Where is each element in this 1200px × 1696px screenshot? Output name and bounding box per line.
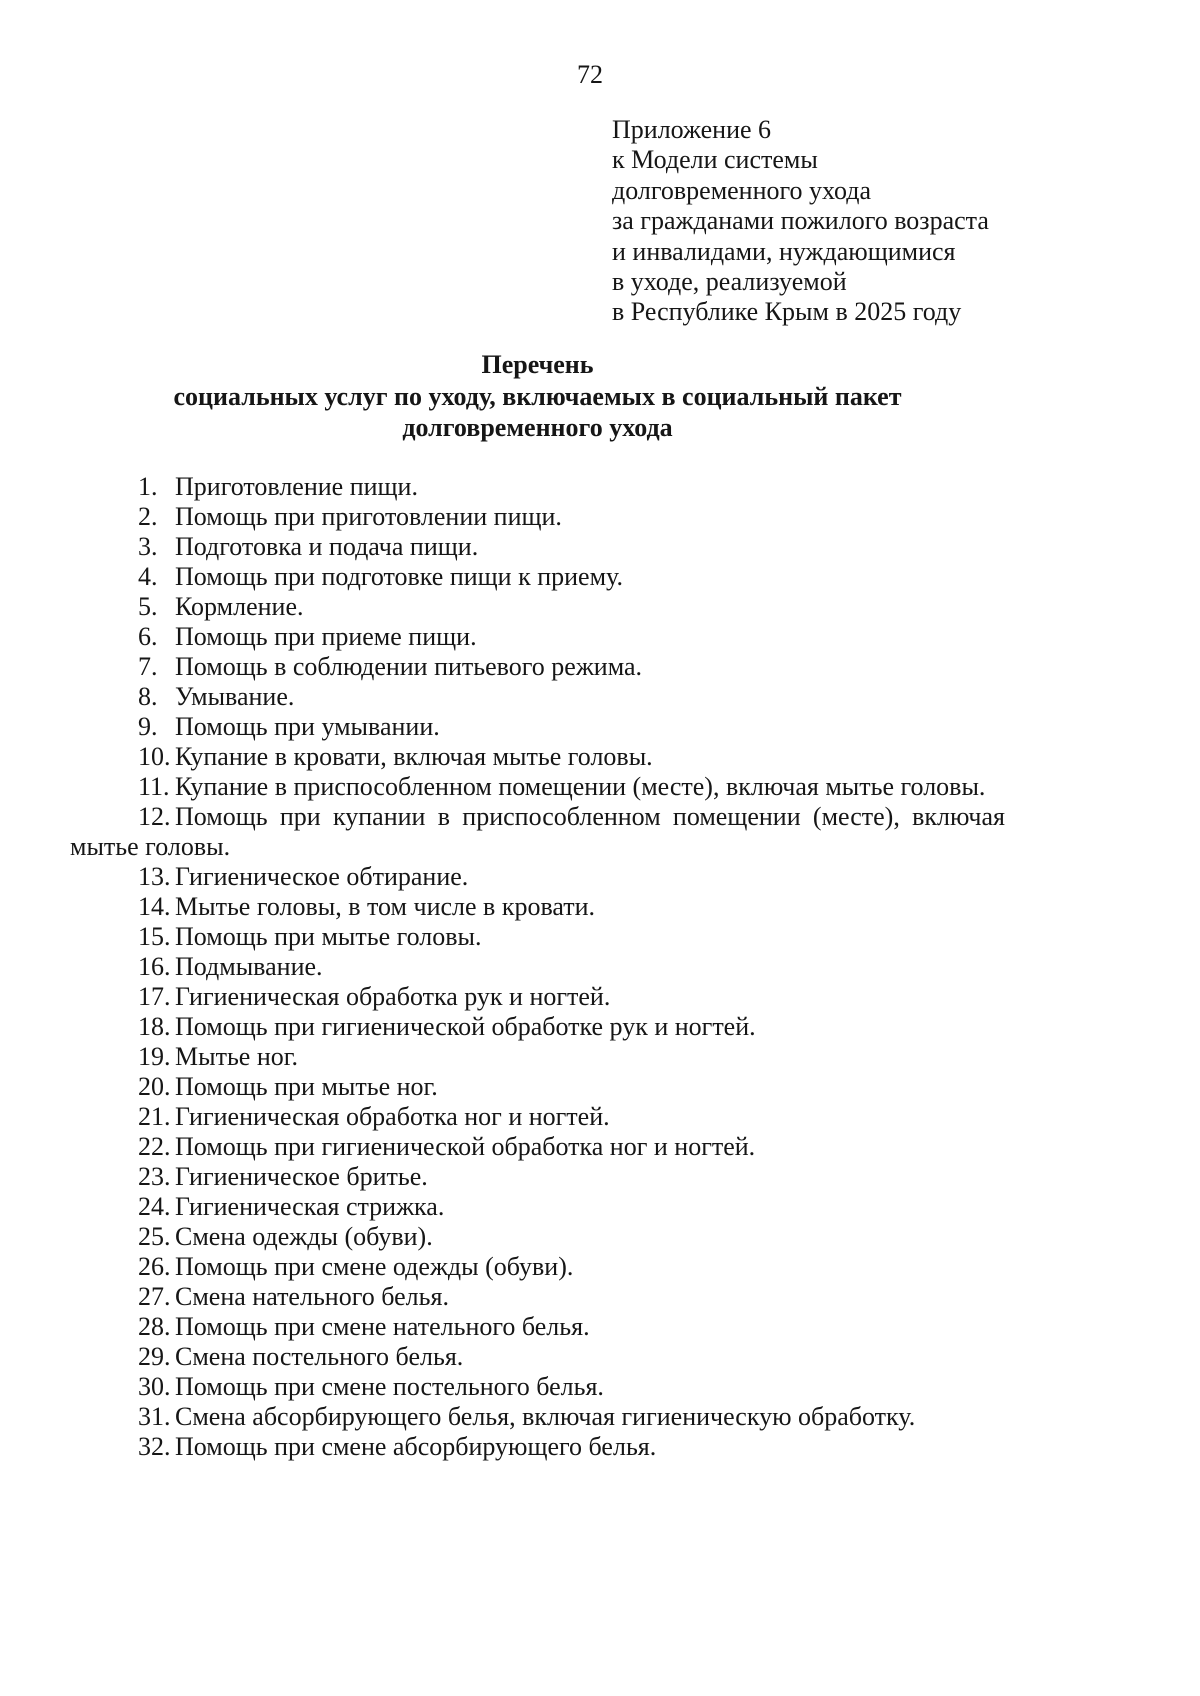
service-item bbox=[70, 1282, 1005, 1312]
service-number: 14. bbox=[138, 892, 171, 921]
title-line: социальных услуг по уходу, включаемых в социальный пакет bbox=[173, 381, 902, 411]
service-number: 32. bbox=[138, 1432, 171, 1461]
service-item bbox=[70, 622, 1005, 652]
service-item bbox=[70, 1192, 1005, 1222]
annex-line: Приложение 6 bbox=[612, 115, 772, 144]
service-number: 22. bbox=[138, 1132, 171, 1161]
service-text: Помощь при подготовке пищи к приему. bbox=[175, 562, 623, 591]
service-item bbox=[70, 652, 1005, 682]
service-text: Приготовление пищи. bbox=[175, 472, 418, 501]
service-text: Купание в кровати, включая мытье головы. bbox=[175, 742, 653, 771]
service-item bbox=[70, 682, 1005, 712]
service-text: Помощь при купании в приспособленном помещении (месте), включая мытье головы. bbox=[70, 802, 1005, 861]
service-number: 3. bbox=[138, 532, 158, 561]
service-number: 23. bbox=[138, 1162, 171, 1191]
service-text: Смена абсорбирующего белья, включая гигиеническую обработку. bbox=[175, 1402, 916, 1431]
annex-line: в Республике Крым в 2025 году bbox=[612, 297, 962, 327]
service-text: Гигиеническая стрижка. bbox=[175, 1192, 445, 1221]
service-item bbox=[70, 532, 1005, 562]
service-item bbox=[70, 1072, 1005, 1102]
service-text: Умывание. bbox=[175, 682, 295, 711]
service-item bbox=[70, 1432, 1005, 1462]
service-item bbox=[70, 1342, 1005, 1372]
service-number: 1. bbox=[138, 472, 158, 501]
service-text: Помощь при смене постельного белья. bbox=[175, 1372, 604, 1401]
service-number: 28. bbox=[138, 1312, 171, 1341]
service-number: 20. bbox=[138, 1072, 171, 1101]
service-number: 5. bbox=[138, 592, 158, 621]
service-item bbox=[70, 922, 1005, 952]
service-item bbox=[70, 772, 1005, 802]
service-text: Помощь при мытье ног. bbox=[175, 1072, 438, 1101]
service-number: 8. bbox=[138, 682, 158, 711]
service-text: Смена нательного белья. bbox=[175, 1282, 449, 1311]
service-text: Мытье головы, в том числе в кровати. bbox=[175, 892, 596, 921]
service-text: Мытье ног. bbox=[175, 1042, 298, 1071]
service-item bbox=[70, 472, 1005, 502]
service-number: 12. bbox=[138, 802, 171, 831]
service-item bbox=[70, 1132, 1005, 1162]
service-text: Подмывание. bbox=[175, 952, 323, 981]
service-number: 30. bbox=[138, 1372, 171, 1401]
annex-line: в уходе, реализуемой bbox=[612, 267, 847, 297]
service-text: Гигиеническое бритье. bbox=[175, 1162, 428, 1191]
service-text: Смена одежды (обуви). bbox=[175, 1222, 433, 1251]
service-item bbox=[70, 742, 1005, 772]
service-text: Гигиеническая обработка рук и ногтей. bbox=[175, 982, 611, 1011]
service-item bbox=[70, 862, 1005, 892]
service-item bbox=[70, 712, 1005, 742]
service-text: Смена постельного белья. bbox=[175, 1342, 464, 1371]
service-number: 29. bbox=[138, 1342, 171, 1371]
title-line: Перечень bbox=[481, 350, 594, 379]
service-number: 25. bbox=[138, 1222, 171, 1251]
service-text: Гигиеническое обтирание. bbox=[175, 862, 469, 891]
service-number: 4. bbox=[138, 562, 158, 591]
service-item bbox=[70, 802, 1005, 862]
annex-line: за гражданами пожилого возраста bbox=[612, 206, 989, 236]
service-number: 15. bbox=[138, 922, 171, 951]
service-item bbox=[70, 1372, 1005, 1402]
service-text: Купание в приспособленном помещении (месте), включая мытье головы. bbox=[175, 772, 986, 801]
title-line: долговременного ухода bbox=[402, 413, 673, 442]
document-title bbox=[70, 349, 1005, 444]
annex-line: к Модели системы bbox=[612, 145, 818, 175]
annex-block bbox=[612, 115, 1052, 328]
service-item bbox=[70, 1102, 1005, 1132]
service-text: Подготовка и подача пищи. bbox=[175, 532, 479, 561]
service-item bbox=[70, 1402, 1005, 1432]
service-text: Помощь при приеме пищи. bbox=[175, 622, 477, 651]
service-item bbox=[70, 952, 1005, 982]
service-item bbox=[70, 592, 1005, 622]
service-text: Помощь при гигиенической обработка ног и ногтей. bbox=[175, 1132, 756, 1161]
service-number: 19. bbox=[138, 1042, 171, 1071]
service-item bbox=[70, 1312, 1005, 1342]
service-number: 26. bbox=[138, 1252, 171, 1281]
service-number: 24. bbox=[138, 1192, 171, 1221]
service-number: 7. bbox=[138, 652, 158, 681]
annex-line: долговременного ухода bbox=[612, 175, 872, 205]
service-text: Помощь при смене одежды (обуви). bbox=[175, 1252, 574, 1281]
service-number: 16. bbox=[138, 952, 171, 981]
service-text: Помощь в соблюдении питьевого режима. bbox=[175, 652, 643, 681]
service-text: Помощь при смене нательного белья. bbox=[175, 1312, 590, 1341]
service-number: 10. bbox=[138, 742, 171, 771]
service-number: 11. bbox=[138, 772, 170, 801]
service-text: Кормление. bbox=[175, 592, 304, 621]
service-number: 13. bbox=[138, 862, 171, 891]
page-number: 72 bbox=[577, 60, 603, 89]
service-item bbox=[70, 1162, 1005, 1192]
service-number: 18. bbox=[138, 1012, 171, 1041]
services-list bbox=[70, 472, 1005, 1462]
service-text: Помощь при умывании. bbox=[175, 712, 440, 741]
service-number: 6. bbox=[138, 622, 158, 651]
service-item bbox=[70, 562, 1005, 592]
service-item bbox=[70, 892, 1005, 922]
service-text: Помощь при приготовлении пищи. bbox=[175, 502, 562, 531]
service-text: Гигиеническая обработка ног и ногтей. bbox=[175, 1102, 610, 1131]
service-item bbox=[70, 1012, 1005, 1042]
service-number: 17. bbox=[138, 982, 171, 1011]
service-number: 21. bbox=[138, 1102, 171, 1131]
annex-line: и инвалидами, нуждающимися bbox=[612, 236, 956, 266]
service-item bbox=[70, 1042, 1005, 1072]
service-number: 2. bbox=[138, 502, 158, 531]
service-item bbox=[70, 982, 1005, 1012]
service-text: Помощь при смене абсорбирующего белья. bbox=[175, 1432, 657, 1461]
service-item bbox=[70, 502, 1005, 532]
service-number: 9. bbox=[138, 712, 158, 741]
service-item bbox=[70, 1222, 1005, 1252]
service-text: Помощь при гигиенической обработке рук и ногтей. bbox=[175, 1012, 756, 1041]
service-text: Помощь при мытье головы. bbox=[175, 922, 482, 951]
service-number: 31. bbox=[138, 1402, 171, 1431]
service-item bbox=[70, 1252, 1005, 1282]
service-number: 27. bbox=[138, 1282, 171, 1311]
